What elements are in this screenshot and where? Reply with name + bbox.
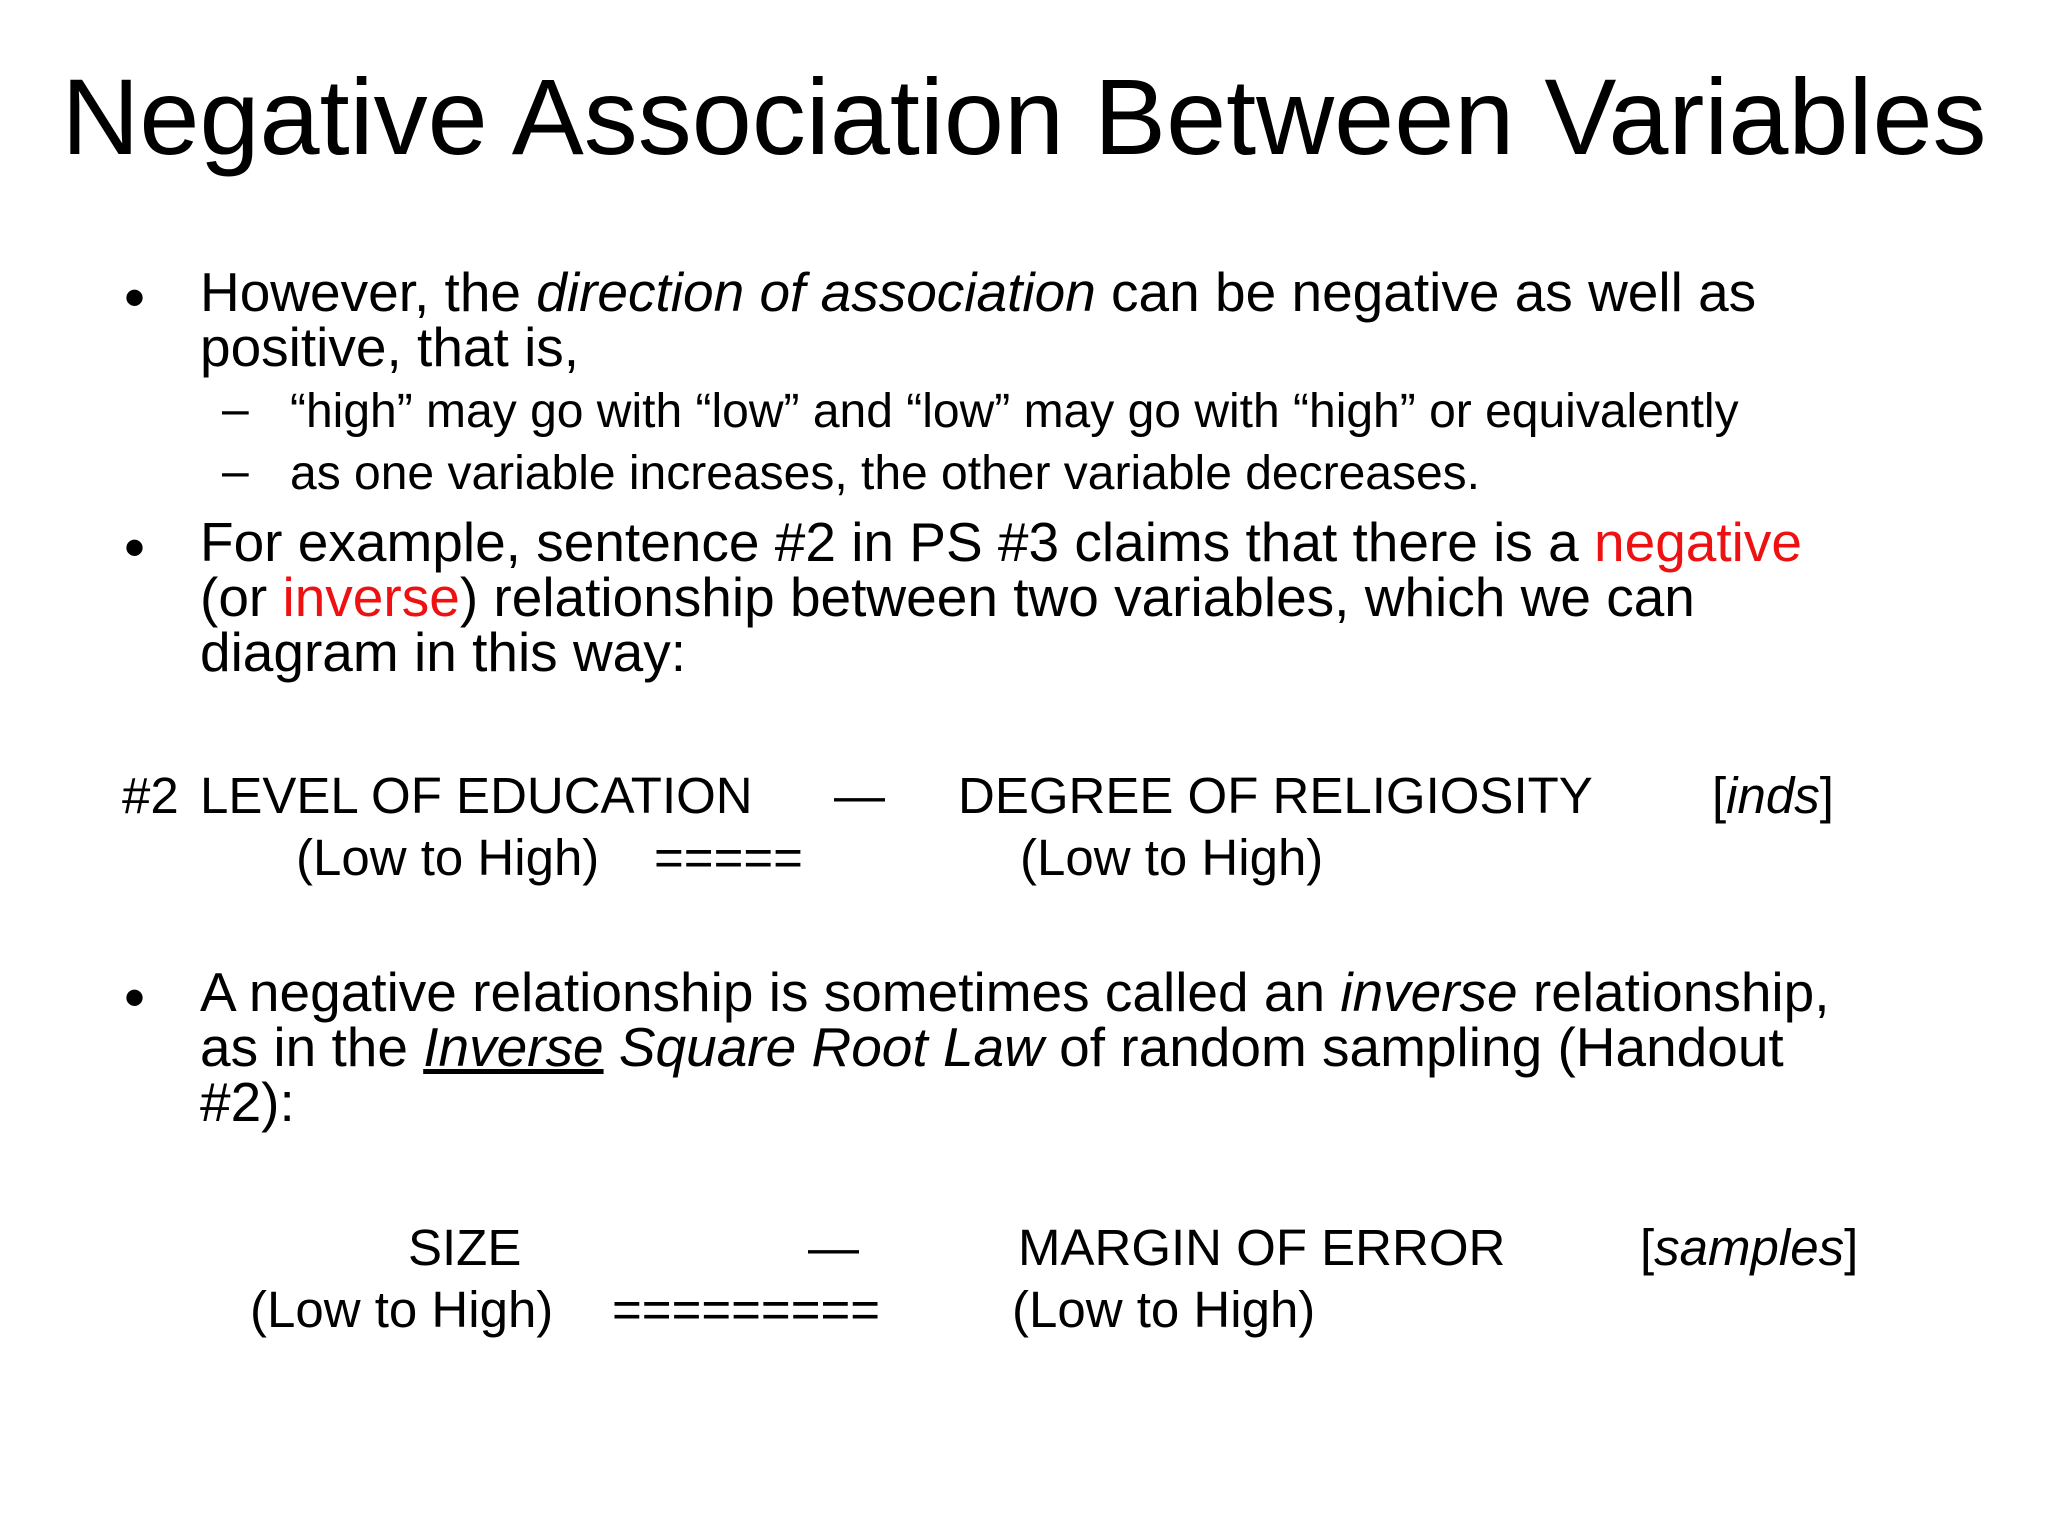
diagram-2-variable-2: MARGIN OF ERROR: [1018, 1219, 1506, 1276]
bullet-3-law-underlined: Inverse: [423, 1016, 604, 1078]
bullet-3-line-3: #2):: [200, 1071, 295, 1133]
diagram-2-unit-close: ]: [1844, 1219, 1859, 1276]
diagram-1-range-2: (Low to High): [1020, 829, 1324, 886]
diagram-1-dash: —: [834, 767, 885, 824]
bullet-1-text-post: can be negative as well as: [1095, 261, 1757, 323]
diagram-2-unit: [1640, 1219, 1859, 1276]
bullet-2-text-post: ) relationship between two variables, which we can: [459, 566, 1695, 628]
diagram-1-variable-2: DEGREE OF RELIGIOSITY: [958, 767, 1593, 824]
bullet-2-text-pre: For example, sentence #2 in PS #3 claims that there is a: [200, 511, 1595, 573]
bullet-3-text-post-2: of random sampling (Handout: [1043, 1016, 1784, 1078]
diagram-1-range-1: (Low to High): [296, 829, 600, 886]
bullet-1-marker: •: [124, 264, 146, 331]
bullet-3-text-post: relationship,: [1517, 961, 1830, 1023]
diagram-1-number: #2: [122, 767, 179, 824]
sub-bullet-2-dash: –: [222, 445, 249, 498]
slide-title: Negative Association Between Variables: [61, 56, 1987, 177]
bullet-1-line-1: [200, 261, 1757, 323]
bullet-3-marker: •: [124, 964, 146, 1031]
diagram-2-link: =========: [612, 1281, 881, 1338]
bullet-3-line-2: [200, 1016, 1784, 1078]
diagram-1-unit: [1712, 767, 1834, 824]
bullet-2-highlight-inverse: inverse: [282, 566, 460, 628]
bullet-2-highlight-negative: negative: [1594, 511, 1802, 573]
diagram-2-range-1: (Low to High): [250, 1281, 554, 1338]
sub-bullet-1-dash: –: [222, 383, 249, 436]
diagram-2-dash: —: [808, 1219, 859, 1276]
diagram-1-unit-open: [: [1712, 767, 1727, 824]
sub-bullet-2-text: as one variable increases, the other variable decreases.: [290, 447, 1481, 500]
bullet-3-text-pre-2: as in the: [200, 1016, 424, 1078]
bullet-2-line-2: [200, 566, 1695, 628]
diagram-2-unit-open: [: [1640, 1219, 1655, 1276]
bullet-1-text-pre: However, the: [200, 261, 537, 323]
bullet-3-law-name: Square Root Law: [603, 1016, 1044, 1078]
diagram-1-variable-1: LEVEL OF EDUCATION: [200, 767, 753, 824]
bullet-3-emphasis-inverse: inverse: [1340, 961, 1518, 1023]
bullet-3-line-1: [200, 961, 1830, 1023]
bullet-2-line-1: [200, 511, 1802, 573]
bullet-1-emphasis: direction of association: [536, 261, 1096, 323]
sub-bullet-1-text: “high” may go with “low” and “low” may go with “high” or equivalently: [290, 385, 1739, 438]
diagram-2-range-2: (Low to High): [1012, 1281, 1316, 1338]
bullet-2-marker: •: [124, 514, 146, 581]
bullet-2-line-3: diagram in this way:: [200, 621, 687, 683]
diagram-1-unit-text: inds: [1726, 767, 1820, 824]
bullet-2-paren-open: (or: [200, 566, 283, 628]
bullet-1-line-2: positive, that is,: [200, 316, 580, 378]
bullet-3-text-pre: A negative relationship is sometimes called an: [200, 961, 1341, 1023]
diagram-2-variable-1: SIZE: [408, 1219, 522, 1276]
diagram-1-link: =====: [654, 829, 803, 886]
diagram-1-unit-close: ]: [1819, 767, 1834, 824]
diagram-2-unit-text: samples: [1654, 1219, 1845, 1276]
